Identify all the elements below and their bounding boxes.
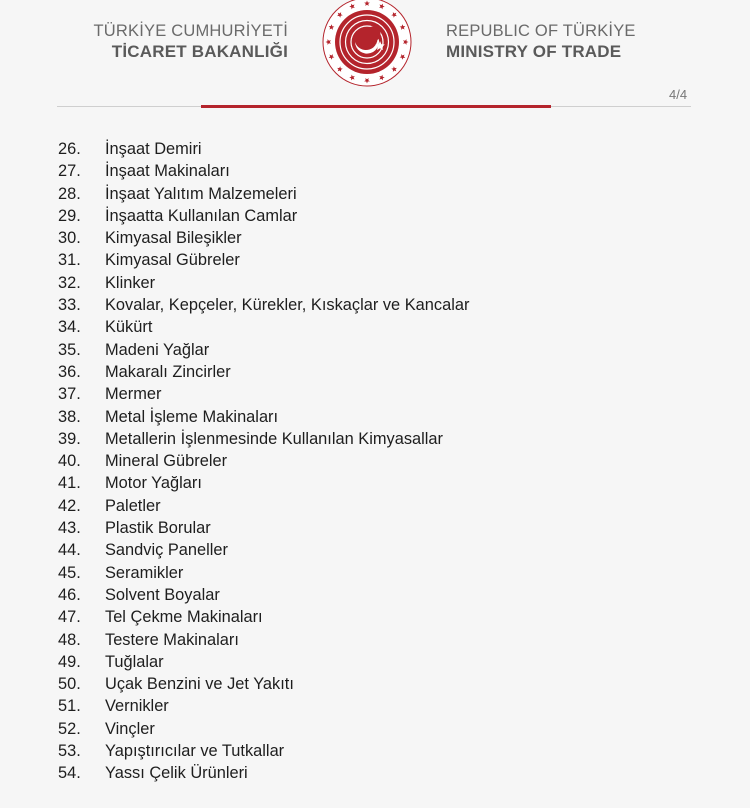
list-item bbox=[58, 227, 469, 249]
list-item-text: Sandviç Paneller bbox=[105, 541, 229, 560]
list-item-text: Vernikler bbox=[105, 697, 169, 716]
list-item-text: Solvent Boyalar bbox=[105, 585, 220, 604]
product-list bbox=[58, 138, 469, 785]
list-item-text: Seramikler bbox=[105, 563, 184, 582]
list-item-text: Testere Makinaları bbox=[105, 630, 239, 649]
list-item-text: Motor Yağları bbox=[105, 474, 202, 493]
header-left-line2: TİCARET BAKANLIĞI bbox=[111, 42, 288, 61]
header-right-line2: MINISTRY OF TRADE bbox=[446, 42, 622, 61]
list-item-text: Tel Çekme Makinaları bbox=[105, 608, 263, 627]
list-item-number: 37. bbox=[58, 385, 81, 404]
header-right-line1: REPUBLIC OF TÜRKİYE bbox=[446, 22, 636, 40]
list-item bbox=[58, 539, 469, 561]
list-item bbox=[58, 339, 469, 361]
list-item bbox=[58, 740, 469, 762]
page-number: 4/4 bbox=[669, 87, 688, 102]
list-item bbox=[58, 450, 469, 472]
list-item-text: Plastik Borular bbox=[105, 519, 211, 538]
list-item-text: Uçak Benzini ve Jet Yakıtı bbox=[105, 675, 294, 694]
list-item-text: Madeni Yağlar bbox=[105, 340, 210, 359]
list-item bbox=[58, 428, 469, 450]
list-item-text: Paletler bbox=[105, 496, 161, 515]
header-left-line1: TÜRKİYE CUMHURİYETİ bbox=[93, 22, 288, 40]
list-item-text: Kimyasal Gübreler bbox=[105, 251, 240, 270]
list-item bbox=[58, 361, 469, 383]
list-item-number: 50. bbox=[58, 675, 81, 694]
list-item-number: 49. bbox=[58, 652, 81, 671]
list-item bbox=[58, 294, 469, 316]
list-item-number: 31. bbox=[58, 251, 81, 270]
list-item bbox=[58, 562, 469, 584]
list-item-number: 52. bbox=[58, 719, 81, 738]
list-item-number: 53. bbox=[58, 742, 81, 761]
list-item-text: İnşaat Yalıtım Malzemeleri bbox=[105, 184, 297, 203]
ministry-emblem-icon bbox=[321, 0, 413, 88]
list-item-text: Klinker bbox=[105, 273, 156, 292]
list-item bbox=[58, 606, 469, 628]
list-item-number: 44. bbox=[58, 541, 81, 560]
list-item bbox=[58, 584, 469, 606]
list-item-number: 30. bbox=[58, 229, 81, 248]
list-item-number: 32. bbox=[58, 273, 81, 292]
list-item-text: Metal İşleme Makinaları bbox=[105, 407, 279, 426]
list-item bbox=[58, 272, 469, 294]
list-item-text: Metallerin İşlenmesinde Kullanılan Kimyasallar bbox=[105, 429, 443, 448]
list-item-text: Mineral Gübreler bbox=[105, 452, 228, 471]
list-item bbox=[58, 316, 469, 338]
list-item-text: İnşaat Demiri bbox=[105, 140, 202, 158]
list-item-text: İnşaat Makinaları bbox=[105, 162, 230, 181]
list-item bbox=[58, 406, 469, 428]
list-item bbox=[58, 472, 469, 494]
list-item bbox=[58, 651, 469, 673]
header-title-turkish bbox=[94, 21, 288, 62]
list-item-number: 54. bbox=[58, 764, 81, 783]
list-item-text: Kükürt bbox=[105, 318, 153, 337]
list-item-number: 35. bbox=[58, 340, 81, 359]
list-item bbox=[58, 718, 469, 740]
list-item-text: Vinçler bbox=[105, 719, 155, 738]
list-item-text: Yassı Çelik Ürünleri bbox=[105, 764, 248, 783]
header-title-english bbox=[446, 21, 636, 62]
list-item-number: 38. bbox=[58, 407, 81, 426]
page-header bbox=[0, 0, 750, 100]
list-item-number: 39. bbox=[58, 429, 81, 448]
list-item-number: 34. bbox=[58, 318, 81, 337]
list-item-number: 51. bbox=[58, 697, 81, 716]
list-item bbox=[58, 249, 469, 271]
list-item-text: Kimyasal Bileşikler bbox=[105, 229, 242, 248]
list-item-number: 27. bbox=[58, 162, 81, 181]
list-item bbox=[58, 383, 469, 405]
list-item-text: Kovalar, Kepçeler, Kürekler, Kıskaçlar ve Kancalar bbox=[105, 296, 470, 315]
list-item-number: 29. bbox=[58, 206, 81, 225]
list-item-number: 42. bbox=[58, 496, 81, 515]
list-item bbox=[58, 517, 469, 539]
list-item bbox=[58, 495, 469, 517]
list-item-number: 28. bbox=[58, 184, 81, 203]
list-item-number: 47. bbox=[58, 608, 81, 627]
list-item bbox=[58, 183, 469, 205]
list-item-text: İnşaatta Kullanılan Camlar bbox=[105, 206, 298, 225]
list-item-number: 48. bbox=[58, 630, 81, 649]
list-item-number: 43. bbox=[58, 519, 81, 538]
list-item-number: 26. bbox=[58, 140, 81, 158]
list-item bbox=[58, 138, 469, 160]
list-item bbox=[58, 205, 469, 227]
header-divider-accent bbox=[201, 105, 551, 108]
list-item-number: 45. bbox=[58, 563, 81, 582]
list-item-number: 46. bbox=[58, 585, 81, 604]
list-item-number: 41. bbox=[58, 474, 81, 493]
list-item-text: Mermer bbox=[105, 385, 162, 404]
list-item bbox=[58, 695, 469, 717]
list-item bbox=[58, 762, 469, 784]
list-item bbox=[58, 160, 469, 182]
list-item-number: 40. bbox=[58, 452, 81, 471]
list-item-number: 33. bbox=[58, 296, 81, 315]
list-item bbox=[58, 629, 469, 651]
list-item-number: 36. bbox=[58, 362, 81, 381]
list-item-text: Tuğlalar bbox=[105, 652, 164, 671]
list-item-text: Yapıştırıcılar ve Tutkallar bbox=[105, 742, 285, 761]
list-item-text: Makaralı Zincirler bbox=[105, 362, 231, 381]
list-item bbox=[58, 673, 469, 695]
